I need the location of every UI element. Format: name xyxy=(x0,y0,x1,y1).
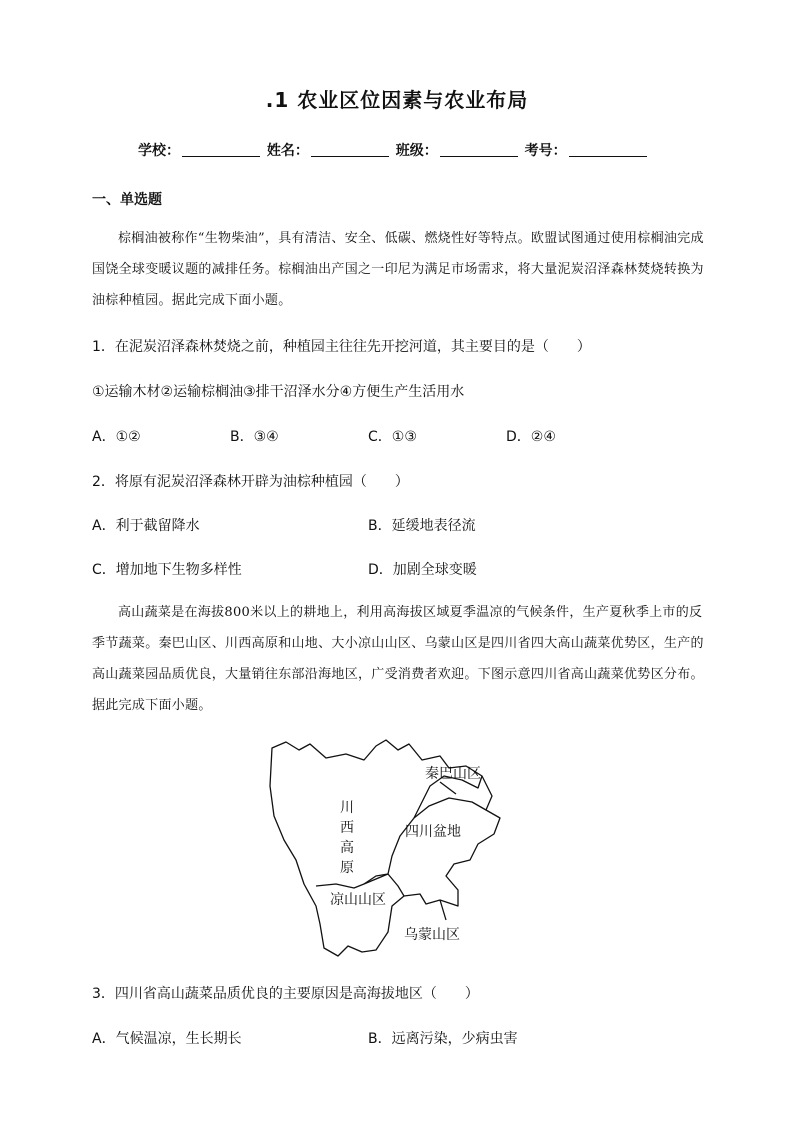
question-1-stem: 1．在泥炭沼泽森林焚烧之前，种植园主往往先开挖河道，其主要目的是（ ） xyxy=(92,339,591,355)
q2-option-b[interactable]: B．延缓地表径流 xyxy=(368,518,476,534)
class-label: 班级： xyxy=(395,143,438,159)
qinba-boundary xyxy=(414,776,482,818)
map-label-west-1: 川 xyxy=(340,800,354,816)
student-info-row xyxy=(138,140,649,160)
number-blank[interactable] xyxy=(569,142,647,157)
q3-option-a[interactable]: A．气候温凉，生长期长 xyxy=(92,1031,242,1047)
name-label: 姓名： xyxy=(266,143,309,159)
q1-option-a[interactable]: A．①② xyxy=(92,429,141,445)
q1-option-c[interactable]: C．①③ xyxy=(368,429,417,445)
basin-boundary xyxy=(364,798,486,884)
q2-option-d[interactable]: D．加剧全球变暖 xyxy=(368,562,477,578)
q2-option-a[interactable]: A．利于截留降水 xyxy=(92,518,200,534)
school-label: 学校： xyxy=(138,143,180,159)
map-label-basin: 四川盆地 xyxy=(405,824,461,840)
wumeng-leader xyxy=(440,900,446,920)
q1-option-d[interactable]: D．②④ xyxy=(506,429,556,445)
section-title: 一、单选题 xyxy=(92,192,162,208)
map-label-west-4: 原 xyxy=(340,860,354,876)
passage-palm-oil: 棕榈油被称作“生物柴油”，具有清洁、安全、低碳、燃烧性好等特点。欧盟试图通过使用棕榈油完成国饶全球变暖议题的减排任务。棕榈油出产国之一印尼为满足市场需求，将大量泥炭沼泽森林焚烧转换为油棕种植园。据此完成下面小题。 xyxy=(92,231,704,308)
map-label-liangshan: 凉山山区 xyxy=(330,892,386,908)
question-3-stem: 3．四川省高山蔬菜品质优良的主要原因是高海拔地区（ ） xyxy=(92,986,479,1002)
sichuan-map xyxy=(264,736,514,960)
qinba-leader xyxy=(440,782,456,794)
map-label-wumeng: 乌蒙山区 xyxy=(404,927,460,943)
page-title: .1 农业区位因素与农业布局 xyxy=(265,88,529,112)
question-1-items: ①运输木材②运输棕榈油③排干沼泽水分④方便生产生活用水 xyxy=(92,384,465,400)
q2-option-c[interactable]: C．增加地下生物多样性 xyxy=(92,562,242,578)
q1-option-b[interactable]: B．③④ xyxy=(230,429,279,445)
map-label-qinba: 秦巴山区 xyxy=(425,766,481,782)
class-blank[interactable] xyxy=(440,142,518,157)
school-blank[interactable] xyxy=(182,142,260,157)
q3-option-b[interactable]: B．远离污染，少病虫害 xyxy=(368,1031,518,1047)
number-label: 考号： xyxy=(524,143,567,159)
question-2-stem: 2．将原有泥炭沼泽森林开辟为油棕种植园（ ） xyxy=(92,474,409,490)
map-label-west-2: 西 xyxy=(340,820,354,836)
name-blank[interactable] xyxy=(311,142,389,157)
passage-highland-vegetables: 高山蔬菜是在海拔800米以上的耕地上，利用高海拔区域夏季温凉的气候条件，生产夏秋季上市的反季节蔬菜。秦巴山区、川西高原和山地、大小凉山山区、乌蒙山区是四川省四大高山蔬菜优势区，生产的高山蔬菜园品质优良，大量销往东部沿海地区，广受消费者欢迎。下图示意四川省高山蔬菜优势区分布。据此完成下面小题。 xyxy=(92,605,704,713)
map-label-west-3: 高 xyxy=(340,840,354,856)
